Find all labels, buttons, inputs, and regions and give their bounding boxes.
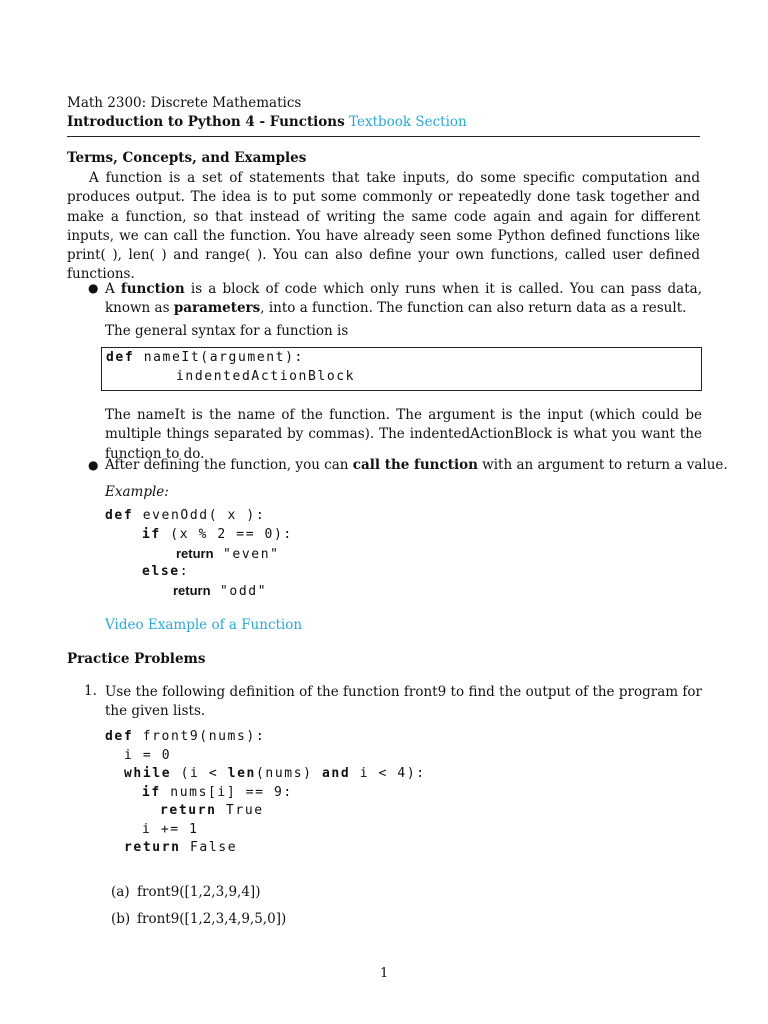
text-span: A — [105, 281, 121, 297]
keyword-def: def — [106, 350, 135, 365]
keyword-len: len — [227, 766, 256, 781]
keyword-return: return — [160, 803, 217, 818]
part-b-text: front9([1,2,3,4,9,5,0]) — [137, 911, 287, 927]
bullet-marker: ● — [88, 281, 99, 295]
example-code-line-3 — [176, 546, 280, 562]
terms-heading: Terms, Concepts, and Examples — [67, 150, 307, 166]
problem-code-line-2: i = 0 — [124, 748, 172, 763]
bullet-marker: ● — [88, 458, 99, 472]
keyword-def: def — [105, 729, 134, 744]
code-text: i < 4): — [350, 766, 426, 781]
intro-paragraph: A function is a set of statements that take inputs, do some specific computation and produces output. The idea is to put some commonly or repeatedly done task together and make a function, so that instead of writing the same code again and again for different inputs, we can call the function. You have already seen some Python defined functions like print( ), len( ) and range( ). You can also define your own functions, called user defined functions. — [67, 170, 700, 283]
code-text: (nums) — [255, 766, 322, 781]
problem-code-line-1 — [105, 729, 265, 744]
syntax-intro: The general syntax for a function is — [105, 323, 349, 339]
example-code-line-1 — [105, 508, 265, 523]
code-text: "odd" — [210, 584, 268, 599]
keyword-while: while — [124, 766, 172, 781]
keyword-and: and — [321, 766, 351, 781]
function-definition-text — [105, 280, 702, 319]
code-text: (x % 2 == 0): — [160, 527, 293, 542]
header-rule — [67, 136, 700, 137]
example-code-line-4 — [142, 564, 189, 579]
course-name: Math 2300: Discrete Mathematics — [67, 95, 302, 111]
keyword-if: if — [142, 785, 161, 800]
code-text: nums[i] == 9: — [160, 785, 293, 800]
syntax-code-line-2: indentedActionBlock — [176, 369, 356, 384]
problem-code-line-4 — [142, 785, 293, 800]
page-number: 1 — [380, 966, 389, 981]
keyword-def: def — [105, 508, 134, 523]
text-span: After defining the function, you can — [105, 457, 353, 473]
document-title — [67, 114, 467, 130]
keyword-return: return — [173, 583, 211, 598]
part-a-text: front9([1,2,3,9,4]) — [137, 884, 261, 900]
code-text: (i < — [171, 766, 228, 781]
syntax-explanation: The nameIt is the name of the function. The argument is the input (which could be multiple things separated by commas). The indentedActionBlock is what you want the function to do. — [105, 407, 702, 462]
problem-code-line-3 — [124, 766, 426, 781]
keyword-return: return — [176, 546, 214, 561]
code-text: front9(nums): — [133, 729, 266, 744]
term-function: function — [120, 281, 185, 297]
code-text: False — [180, 840, 238, 855]
syntax-code-line-1 — [106, 350, 304, 365]
code-text: "even" — [213, 547, 280, 562]
keyword-else: else — [142, 564, 180, 579]
problem-code-line-5 — [160, 803, 264, 818]
keyword-return: return — [124, 840, 181, 855]
term-parameters: parameters — [173, 300, 261, 317]
practice-heading: Practice Problems — [67, 651, 206, 667]
problem-1-text: Use the following definition of the function front9 to find the output of the program for the given lists. — [105, 684, 702, 720]
textbook-section-link[interactable]: Textbook Section — [349, 114, 467, 130]
problem-code-line-7 — [124, 840, 237, 855]
code-text: nameIt(argument): — [134, 350, 304, 365]
example-code-line-2 — [142, 527, 293, 542]
text-span: with an argument to return a value. — [477, 457, 728, 473]
example-code-line-5 — [173, 583, 267, 599]
problem-number: 1. — [84, 683, 97, 699]
text-span: , into a function. The function can also return data as a result. — [260, 300, 687, 317]
problem-code-line-6: i += 1 — [142, 822, 199, 837]
video-example-link[interactable]: Video Example of a Function — [105, 617, 303, 633]
call-function-text — [105, 457, 728, 473]
keyword-if: if — [142, 527, 161, 542]
part-a-label: (a) — [111, 884, 130, 900]
term-call-the-function: call the function — [352, 457, 478, 473]
example-label: Example: — [105, 484, 169, 500]
title-text: Introduction to Python 4 - Functions — [67, 114, 345, 130]
code-text: : — [179, 564, 190, 579]
code-text: evenOdd( x ): — [133, 508, 266, 523]
text-span: is a block of code which only runs when it is called. You can pass data, known as — [105, 281, 702, 317]
part-b-label: (b) — [111, 911, 131, 927]
code-text: True — [216, 803, 264, 818]
